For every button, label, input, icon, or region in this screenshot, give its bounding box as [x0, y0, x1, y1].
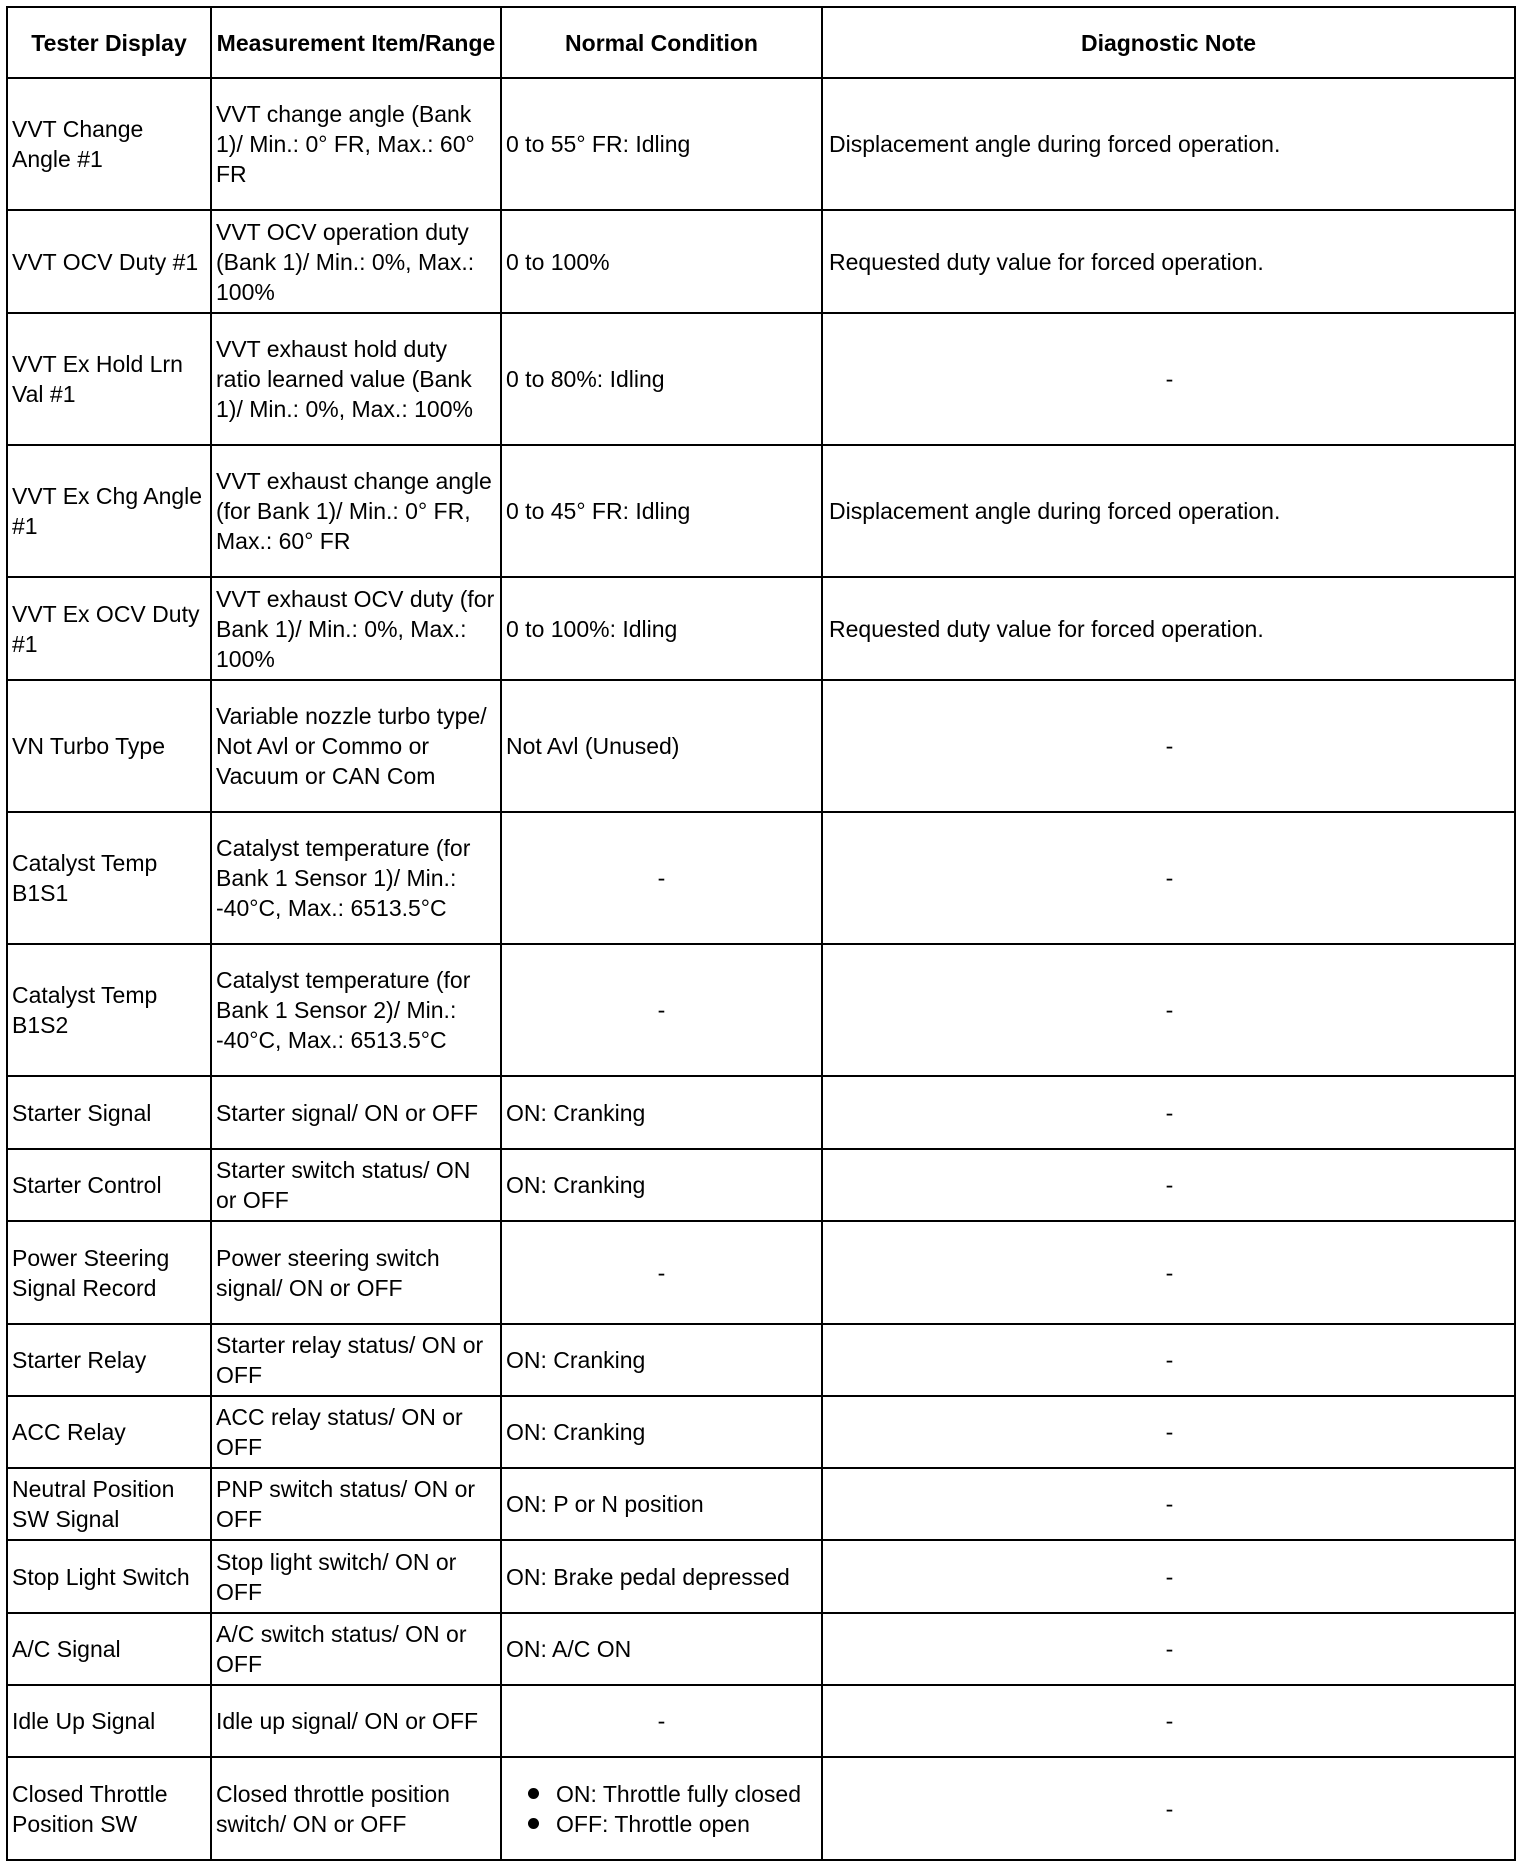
table-row	[7, 1540, 1515, 1613]
table-row	[7, 1396, 1515, 1468]
measurement-item-cell: Starter signal/ ON or OFF	[211, 1076, 501, 1149]
measurement-item-cell: A/C switch status/ ON or OFF	[211, 1613, 501, 1685]
table-row	[7, 577, 1515, 680]
header-measurement-item: Measurement Item/Range	[211, 7, 501, 78]
diagnostic-note-cell: -	[822, 1613, 1515, 1685]
table-row	[7, 1685, 1515, 1757]
table-row	[7, 1149, 1515, 1221]
measurement-item-cell: Closed throttle position switch/ ON or OFF	[211, 1757, 501, 1860]
measurement-item-cell: Stop light switch/ ON or OFF	[211, 1540, 501, 1613]
tester-display-cell: Neutral Position SW Signal	[7, 1468, 211, 1540]
condition-text: OFF: Throttle open	[556, 1810, 750, 1837]
measurement-item-cell: Starter relay status/ ON or OFF	[211, 1324, 501, 1396]
condition-list-item	[506, 1809, 817, 1839]
normal-condition-cell: ON: Cranking	[501, 1076, 822, 1149]
measurement-item-cell: Starter switch status/ ON or OFF	[211, 1149, 501, 1221]
measurement-item-cell: VVT OCV operation duty (Bank 1)/ Min.: 0%, Max.: 100%	[211, 210, 501, 313]
tester-display-cell: Power Steering Signal Record	[7, 1221, 211, 1324]
condition-list	[506, 1779, 817, 1839]
measurement-item-cell: VVT exhaust hold duty ratio learned value (Bank 1)/ Min.: 0%, Max.: 100%	[211, 313, 501, 445]
header-diagnostic-note: Diagnostic Note	[822, 7, 1515, 78]
tester-display-cell: VVT Ex OCV Duty #1	[7, 577, 211, 680]
tester-display-cell: Catalyst Temp B1S2	[7, 944, 211, 1076]
diagnostic-note-cell: Displacement angle during forced operation.	[822, 445, 1515, 577]
diagnostic-note-cell: -	[822, 680, 1515, 812]
measurement-item-cell: ACC relay status/ ON or OFF	[211, 1396, 501, 1468]
tester-display-cell: Starter Control	[7, 1149, 211, 1221]
bullet-icon	[528, 1818, 539, 1829]
normal-condition-cell: ON: Cranking	[501, 1396, 822, 1468]
condition-list-item	[506, 1779, 817, 1809]
diagnostic-note-cell: -	[822, 313, 1515, 445]
normal-condition-cell: -	[501, 812, 822, 944]
table-row	[7, 1076, 1515, 1149]
table-row	[7, 78, 1515, 210]
table-header-row	[7, 7, 1515, 78]
normal-condition-cell: ON: Cranking	[501, 1324, 822, 1396]
diagnostic-note-cell: -	[822, 1540, 1515, 1613]
tester-display-cell: VVT Change Angle #1	[7, 78, 211, 210]
diagnostic-data-sheet	[6, 6, 1514, 1861]
diagnostic-note-cell: -	[822, 1324, 1515, 1396]
tester-display-cell: Starter Relay	[7, 1324, 211, 1396]
tester-display-cell: Starter Signal	[7, 1076, 211, 1149]
data-list-table	[6, 6, 1516, 1861]
normal-condition-cell: ON: A/C ON	[501, 1613, 822, 1685]
table-row	[7, 812, 1515, 944]
table-row	[7, 680, 1515, 812]
tester-display-cell: VVT Ex Chg Angle #1	[7, 445, 211, 577]
measurement-item-cell: Catalyst temperature (for Bank 1 Sensor 2)/ Min.: -40°C, Max.: 6513.5°C	[211, 944, 501, 1076]
normal-condition-cell: 0 to 100%: Idling	[501, 577, 822, 680]
table-row	[7, 210, 1515, 313]
table-row	[7, 1221, 1515, 1324]
normal-condition-cell: Not Avl (Unused)	[501, 680, 822, 812]
measurement-item-cell: VVT change angle (Bank 1)/ Min.: 0° FR, Max.: 60° FR	[211, 78, 501, 210]
diagnostic-note-cell: -	[822, 944, 1515, 1076]
normal-condition-cell: ON: Cranking	[501, 1149, 822, 1221]
tester-display-cell: VVT OCV Duty #1	[7, 210, 211, 313]
tester-display-cell: Idle Up Signal	[7, 1685, 211, 1757]
normal-condition-cell: ON: P or N position	[501, 1468, 822, 1540]
diagnostic-note-cell: -	[822, 812, 1515, 944]
diagnostic-note-cell: Displacement angle during forced operation.	[822, 78, 1515, 210]
diagnostic-note-cell: Requested duty value for forced operation.	[822, 577, 1515, 680]
diagnostic-note-cell: -	[822, 1221, 1515, 1324]
tester-display-cell: VVT Ex Hold Lrn Val #1	[7, 313, 211, 445]
table-row	[7, 944, 1515, 1076]
normal-condition-cell: 0 to 100%	[501, 210, 822, 313]
measurement-item-cell: VVT exhaust OCV duty (for Bank 1)/ Min.: 0%, Max.: 100%	[211, 577, 501, 680]
table-row	[7, 1613, 1515, 1685]
normal-condition-cell: -	[501, 1685, 822, 1757]
bullet-icon	[528, 1788, 539, 1799]
measurement-item-cell: VVT exhaust change angle (for Bank 1)/ Min.: 0° FR, Max.: 60° FR	[211, 445, 501, 577]
normal-condition-cell: ON: Brake pedal depressed	[501, 1540, 822, 1613]
normal-condition-cell: -	[501, 1221, 822, 1324]
diagnostic-note-cell: -	[822, 1685, 1515, 1757]
table-row	[7, 1757, 1515, 1860]
normal-condition-cell: 0 to 55° FR: Idling	[501, 78, 822, 210]
tester-display-cell: VN Turbo Type	[7, 680, 211, 812]
table-body	[7, 78, 1515, 1860]
header-normal-condition: Normal Condition	[501, 7, 822, 78]
condition-text: ON: Throttle fully closed	[556, 1780, 802, 1807]
table-row	[7, 313, 1515, 445]
diagnostic-note-cell: -	[822, 1396, 1515, 1468]
tester-display-cell: Catalyst Temp B1S1	[7, 812, 211, 944]
tester-display-cell: A/C Signal	[7, 1613, 211, 1685]
normal-condition-cell	[501, 1757, 822, 1860]
normal-condition-cell: 0 to 80%: Idling	[501, 313, 822, 445]
normal-condition-cell: 0 to 45° FR: Idling	[501, 445, 822, 577]
diagnostic-note-cell: Requested duty value for forced operation.	[822, 210, 1515, 313]
measurement-item-cell: Idle up signal/ ON or OFF	[211, 1685, 501, 1757]
header-tester-display: Tester Display	[7, 7, 211, 78]
tester-display-cell: Stop Light Switch	[7, 1540, 211, 1613]
measurement-item-cell: Catalyst temperature (for Bank 1 Sensor 1)/ Min.: -40°C, Max.: 6513.5°C	[211, 812, 501, 944]
diagnostic-note-cell: -	[822, 1757, 1515, 1860]
table-row	[7, 445, 1515, 577]
measurement-item-cell: Power steering switch signal/ ON or OFF	[211, 1221, 501, 1324]
diagnostic-note-cell: -	[822, 1468, 1515, 1540]
measurement-item-cell: PNP switch status/ ON or OFF	[211, 1468, 501, 1540]
table-row	[7, 1468, 1515, 1540]
diagnostic-note-cell: -	[822, 1149, 1515, 1221]
tester-display-cell: ACC Relay	[7, 1396, 211, 1468]
tester-display-cell: Closed Throttle Position SW	[7, 1757, 211, 1860]
diagnostic-note-cell: -	[822, 1076, 1515, 1149]
measurement-item-cell: Variable nozzle turbo type/ Not Avl or Commo or Vacuum or CAN Com	[211, 680, 501, 812]
table-row	[7, 1324, 1515, 1396]
normal-condition-cell: -	[501, 944, 822, 1076]
